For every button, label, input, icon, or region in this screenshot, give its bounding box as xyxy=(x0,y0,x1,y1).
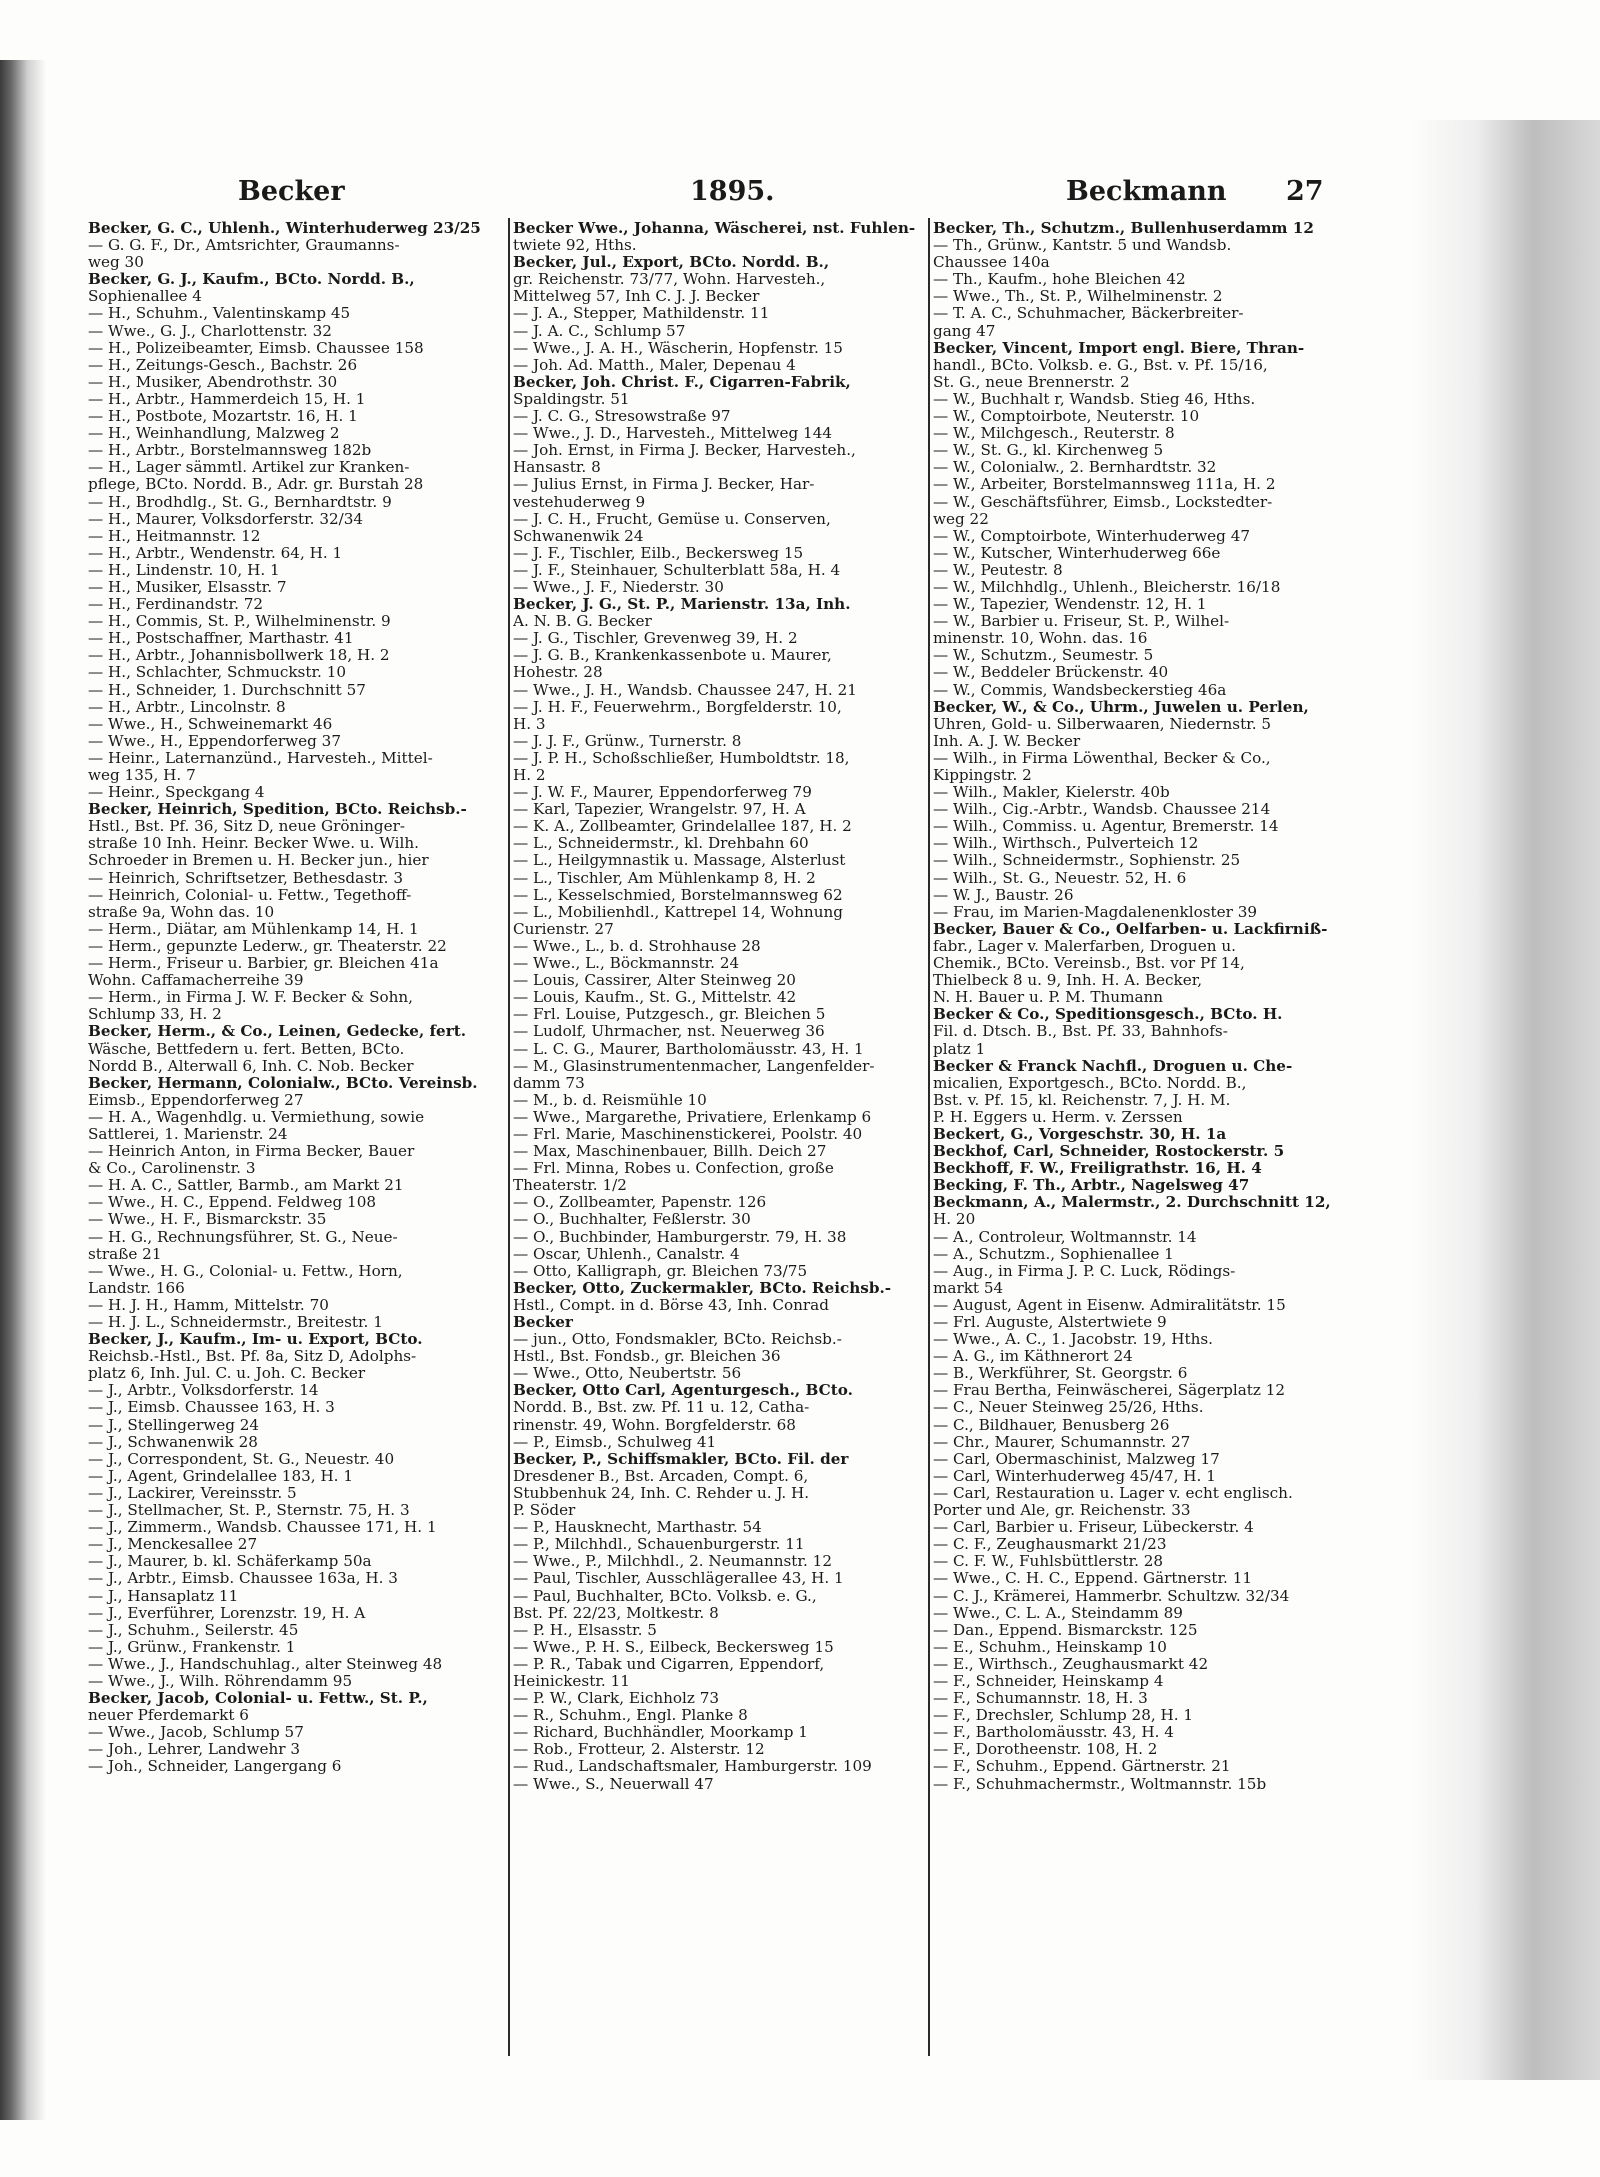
directory-line: — Rud., Landschaftsmaler, Hamburgerstr. 109 xyxy=(513,1758,872,1776)
directory-line: — Ludolf, Uhrmacher, nst. Neuerweg 36 xyxy=(513,1023,825,1041)
directory-line: — H., Schneider, 1. Durchschnitt 57 xyxy=(88,681,366,699)
directory-line: — W., Colonialw., 2. Bernhardtstr. 32 xyxy=(933,459,1217,477)
directory-line: platz 1 xyxy=(933,1040,986,1058)
directory-line: — Aug., in Firma J. P. C. Luck, Rödings- xyxy=(933,1262,1236,1280)
directory-line: neuer Pferdemarkt 6 xyxy=(88,1707,249,1725)
directory-line: — F., Schuhmachermstr., Woltmannstr. 15b xyxy=(933,1775,1267,1793)
directory-line: Curienstr. 27 xyxy=(513,920,614,938)
directory-line: Nordd B., Alterwall 6, Inh. C. Nob. Becker xyxy=(88,1057,414,1075)
directory-line: — Wwe., J. H., Wandsb. Chaussee 247, H. 21 xyxy=(513,681,857,699)
directory-line: micalien, Exportgesch., BCto. Nordd. B., xyxy=(933,1074,1247,1092)
directory-line: — J. F., Tischler, Eilb., Beckersweg 15 xyxy=(513,544,804,562)
directory-line: — Richard, Buchhändler, Moorkamp 1 xyxy=(513,1724,808,1742)
directory-line: — Wwe., H., Schweinemarkt 46 xyxy=(88,715,333,733)
directory-line: — C. F. W., Fuhlsbüttlerstr. 28 xyxy=(933,1553,1164,1571)
directory-line: — Wwe., H. C., Eppend. Feldweg 108 xyxy=(88,1194,377,1212)
directory-line: — M., Glasinstrumentenmacher, Langenfelder- xyxy=(513,1057,875,1075)
directory-line: — Joh., Lehrer, Landwehr 3 xyxy=(88,1741,301,1759)
directory-line: — A., Controleur, Woltmannstr. 14 xyxy=(933,1228,1197,1246)
directory-line: — H., Weinhandlung, Malzweg 2 xyxy=(88,425,340,443)
directory-line: — Wwe., H. F., Bismarckstr. 35 xyxy=(88,1211,327,1229)
directory-line: — J., Schwanenwik 28 xyxy=(88,1433,258,1451)
directory-line: Becker, P., Schiffsmakler, BCto. Fil. der xyxy=(513,1450,849,1468)
directory-line: N. H. Bauer u. P. M. Thumann xyxy=(933,989,1164,1007)
directory-line: — J., Maurer, b. kl. Schäferkamp 50a xyxy=(88,1553,372,1571)
directory-line: — J. C. G., Stresowstraße 97 xyxy=(513,408,731,426)
directory-line: Landstr. 166 xyxy=(88,1279,185,1297)
directory-line: Heinickestr. 11 xyxy=(513,1672,630,1690)
directory-line: — Wwe., J. A. H., Wäscherin, Hopfenstr. 15 xyxy=(513,339,843,357)
header-left-keyword: Becker xyxy=(238,176,345,207)
directory-line: — Heinrich Anton, in Firma Becker, Bauer xyxy=(88,1143,415,1161)
directory-line: A. N. B. G. Becker xyxy=(513,613,652,631)
directory-line: Chemik., BCto. Vereinsb., Bst. vor Pf 14, xyxy=(933,955,1245,973)
directory-line: — Wwe., Otto, Neubertstr. 56 xyxy=(513,1365,742,1383)
directory-line: weg 135, H. 7 xyxy=(88,767,196,784)
directory-line: — Wilh., Commiss. u. Agentur, Bremerstr. 14 xyxy=(933,818,1279,836)
directory-line: — L., Kesselschmied, Borstelmannsweg 62 xyxy=(513,886,843,904)
directory-line: — Carl, Barbier u. Friseur, Lübeckerstr. 4 xyxy=(933,1519,1254,1537)
column-1 xyxy=(88,220,508,1776)
page-number: 27 xyxy=(1286,176,1324,207)
directory-line: — L., Mobilienhdl., Kattrepel 14, Wohnung xyxy=(513,903,843,921)
directory-line: Chaussee 140a xyxy=(933,254,1050,272)
directory-line: — Wwe., H., Eppendorferweg 37 xyxy=(88,732,341,750)
directory-line: — Julius Ernst, in Firma J. Becker, Har- xyxy=(513,476,815,494)
directory-line: — Wwe., C. L. A., Steindamm 89 xyxy=(933,1604,1183,1622)
directory-line: — H., Lager sämmtl. Artikel zur Kranken- xyxy=(88,459,410,477)
directory-line: — Th., Grünw., Kantstr. 5 und Wandsb. xyxy=(933,237,1232,255)
directory-line: — August, Agent in Eisenw. Admiralitätstr. 15 xyxy=(933,1296,1286,1314)
directory-line: — H., Arbtr., Johannisbollwerk 18, H. 2 xyxy=(88,647,390,665)
directory-line: Becker, Herm., & Co., Leinen, Gedecke, fert. xyxy=(88,1023,467,1041)
header-right-keyword: Beckmann xyxy=(1066,176,1227,207)
directory-line: Becker, Otto, Zuckermakler, BCto. Reichsb.- xyxy=(513,1279,892,1297)
directory-line: — C. J., Krämerei, Hammerbr. Schultzw. 32/34 xyxy=(933,1587,1290,1605)
directory-line: Theaterstr. 1/2 xyxy=(513,1177,627,1195)
directory-line: — Herm., gepunzte Lederw., gr. Theaterstr. 22 xyxy=(88,937,447,955)
directory-line: — W., Comptoirbote, Neuterstr. 10 xyxy=(933,408,1200,426)
directory-line: pflege, BCto. Nordd. B., Adr. gr. Burstah 28 xyxy=(88,476,424,494)
directory-line: Becker, Jul., Export, BCto. Nordd. B., xyxy=(513,254,830,272)
directory-line: — Carl, Winterhuderweg 45/47, H. 1 xyxy=(933,1467,1216,1485)
directory-line: — Wilh., Cig.-Arbtr., Wandsb. Chaussee 214 xyxy=(933,801,1271,819)
directory-line: — H., Maurer, Volksdorferstr. 32/34 xyxy=(88,510,364,528)
binding-shadow xyxy=(0,60,46,2120)
directory-line: markt 54 xyxy=(933,1279,1004,1297)
directory-line: — W., Geschäftsführer, Eimsb., Lockstedter- xyxy=(933,493,1273,511)
directory-line: — Louis, Cassirer, Alter Steinweg 20 xyxy=(513,972,796,990)
directory-line: — Frl. Louise, Putzgesch., gr. Bleichen 5 xyxy=(513,1006,826,1024)
directory-line: — J. P. H., Schoßschließer, Humboldtstr. 18, xyxy=(513,749,850,767)
directory-line: — Wilh., Makler, Kielerstr. 40b xyxy=(933,784,1170,802)
directory-line: — J., Everführer, Lorenzstr. 19, H. A xyxy=(88,1604,366,1622)
directory-line: & Co., Carolinenstr. 3 xyxy=(88,1160,256,1178)
directory-line: Reichsb.-Hstl., Bst. Pf. 8a, Sitz D, Adolphs- xyxy=(88,1348,417,1366)
directory-line: Mittelweg 57, Inh C. J. J. Becker xyxy=(513,288,760,306)
directory-line: — C., Neuer Steinweg 25/26, Hths. xyxy=(933,1399,1204,1417)
directory-line: — Joh. Ernst, in Firma J. Becker, Harvesteh., xyxy=(513,442,856,460)
directory-line: — H. J. L., Schneidermstr., Breitestr. 1 xyxy=(88,1314,383,1331)
directory-line: Porter und Ale, gr. Reichenstr. 33 xyxy=(933,1502,1191,1520)
directory-page xyxy=(88,176,1404,2046)
directory-line: — H., Brodhdlg., St. G., Bernhardtstr. 9 xyxy=(88,493,392,511)
directory-line: Spaldingstr. 51 xyxy=(513,390,630,408)
directory-line: — A. G., im Käthnerort 24 xyxy=(933,1348,1133,1366)
directory-line: — Wwe., J., Wilh. Röhrendamm 95 xyxy=(88,1672,353,1690)
directory-line: gang 47 xyxy=(933,322,996,340)
directory-line: — J., Hansaplatz 11 xyxy=(88,1587,239,1605)
directory-line: — O., Buchhalter, Feßlerstr. 30 xyxy=(513,1211,751,1229)
directory-line: Wohn. Caffamacherreihe 39 xyxy=(88,972,304,990)
directory-line: Becker, G. J., Kaufm., BCto. Nordd. B., xyxy=(88,271,415,289)
directory-line: — W., Barbier u. Friseur, St. P., Wilhel- xyxy=(933,613,1230,631)
directory-line: — J. W. F., Maurer, Eppendorferweg 79 xyxy=(513,784,812,802)
directory-line: Beckert, G., Vorgeschstr. 30, H. 1a xyxy=(933,1125,1227,1143)
directory-line: — H. A., Wagenhdlg. u. Vermiethung, sowie xyxy=(88,1108,425,1126)
directory-line: — F., Schuhm., Eppend. Gärtnerstr. 21 xyxy=(933,1758,1231,1776)
directory-line: — Wwe., P., Milchhdl., 2. Neumannstr. 12 xyxy=(513,1553,832,1571)
directory-line: — J., Eimsb. Chaussee 163, H. 3 xyxy=(88,1399,335,1417)
directory-line: — J., Agent, Grindelallee 183, H. 1 xyxy=(88,1467,354,1485)
directory-line: — J., Schuhm., Seilerstr. 45 xyxy=(88,1621,299,1639)
directory-line: — Wwe., L., Böckmannstr. 24 xyxy=(513,955,740,973)
directory-line: — W. J., Baustr. 26 xyxy=(933,886,1074,904)
directory-line: — W., Milchhdlg., Uhlenh., Bleicherstr. 16/18 xyxy=(933,578,1281,596)
directory-line: — P., Milchhdl., Schauenburgerstr. 11 xyxy=(513,1536,805,1554)
directory-line: — W., Kutscher, Winterhuderweg 66e xyxy=(933,544,1221,562)
running-header xyxy=(88,176,1404,216)
directory-line: Becker xyxy=(513,1314,573,1331)
directory-line: — H., Polizeibeamter, Eimsb. Chaussee 158 xyxy=(88,339,424,357)
directory-line: — W., Commis, Wandsbeckerstieg 46a xyxy=(933,681,1227,699)
directory-line: vestehuderweg 9 xyxy=(513,493,646,511)
directory-line: — W., Beddeler Brückenstr. 40 xyxy=(933,664,1169,682)
directory-line: — J. A., Stepper, Mathildenstr. 11 xyxy=(513,305,770,323)
directory-line: — H., Lindenstr. 10, H. 1 xyxy=(88,561,280,579)
directory-line: — W., Arbeiter, Borstelmannsweg 111a, H. 2 xyxy=(933,476,1276,494)
directory-line: Sattlerei, 1. Marienstr. 24 xyxy=(88,1125,288,1143)
directory-line: — Wwe., G. J., Charlottenstr. 32 xyxy=(88,322,332,340)
directory-line: — F., Drechsler, Schlump 28, H. 1 xyxy=(933,1707,1194,1725)
directory-line: — H., Musiker, Abendrothstr. 30 xyxy=(88,373,338,391)
directory-line: — F., Dorotheenstr. 108, H. 2 xyxy=(933,1741,1158,1759)
directory-line: Schlump 33, H. 2 xyxy=(88,1006,222,1024)
directory-line: — Wwe., P. H. S., Eilbeck, Beckersweg 15 xyxy=(513,1638,834,1656)
directory-line: — J., Arbtr., Volksdorferstr. 14 xyxy=(88,1382,319,1400)
directory-line: — P., Hausknecht, Marthastr. 54 xyxy=(513,1519,762,1537)
directory-line: — M., b. d. Reismühle 10 xyxy=(513,1091,707,1109)
directory-line: Becker, Bauer & Co., Oelfarben- u. Lackfirniß- xyxy=(933,920,1328,938)
directory-line: — E., Wirthsch., Zeughausmarkt 42 xyxy=(933,1655,1209,1673)
directory-line: — J. J. F., Grünw., Turnerstr. 8 xyxy=(513,732,742,750)
directory-line: — G. G. F., Dr., Amtsrichter, Graumanns- xyxy=(88,237,400,255)
directory-line: Becking, F. Th., Arbtr., Nagelsweg 47 xyxy=(933,1177,1250,1195)
directory-line: — W., Comptoirbote, Winterhuderweg 47 xyxy=(933,527,1251,545)
directory-line: Becker, W., & Co., Uhrm., Juwelen u. Perlen, xyxy=(933,698,1309,716)
directory-line: Hstl., Compt. in d. Börse 43, Inh. Conrad xyxy=(513,1296,829,1314)
directory-line: P. Söder xyxy=(513,1502,576,1520)
directory-line: — Otto, Kalligraph, gr. Bleichen 73/75 xyxy=(513,1262,808,1280)
directory-line: straße 9a, Wohn das. 10 xyxy=(88,903,275,921)
directory-line: Becker, J., Kaufm., Im- u. Export, BCto. xyxy=(88,1331,423,1349)
directory-line: — Paul, Tischler, Ausschlägerallee 43, H. 1 xyxy=(513,1570,844,1588)
page-edge xyxy=(1410,120,1600,2080)
directory-line: — L., Schneidermstr., kl. Drehbahn 60 xyxy=(513,835,809,853)
directory-line: — H., Arbtr., Hammerdeich 15, H. 1 xyxy=(88,390,366,408)
directory-line: — Dan., Eppend. Bismarckstr. 125 xyxy=(933,1621,1198,1639)
directory-line: Becker & Co., Speditionsgesch., BCto. H. xyxy=(933,1006,1283,1024)
directory-line: — T. A. C., Schuhmacher, Bäckerbreiter- xyxy=(933,305,1244,323)
directory-line: Becker, Hermann, Colonialw., BCto. Vereinsb. xyxy=(88,1074,478,1092)
directory-line: St. G., neue Brennerstr. 2 xyxy=(933,373,1130,391)
directory-line: — J., Stellingerweg 24 xyxy=(88,1416,260,1434)
directory-line: — Wwe., Th., St. P., Wilhelminenstr. 2 xyxy=(933,288,1223,306)
directory-line: Sophienallee 4 xyxy=(88,288,202,306)
directory-line: Eimsb., Eppendorferweg 27 xyxy=(88,1091,304,1109)
directory-line: — H., Heitmannstr. 12 xyxy=(88,527,261,545)
directory-line: Fil. d. Dtsch. B., Bst. Pf. 33, Bahnhofs- xyxy=(933,1023,1228,1041)
column-rule xyxy=(508,218,510,2056)
directory-line: — Rob., Frotteur, 2. Alsterstr. 12 xyxy=(513,1741,765,1759)
directory-line: Becker, Joh. Christ. F., Cigarren-Fabrik, xyxy=(513,373,851,391)
directory-line: — H., Arbtr., Lincolnstr. 8 xyxy=(88,698,286,716)
directory-line: — Wwe., J. D., Harvesteh., Mittelweg 144 xyxy=(513,425,833,443)
directory-line: — Wwe., A. C., 1. Jacobstr. 19, Hths. xyxy=(933,1331,1213,1349)
directory-line: — Th., Kaufm., hohe Bleichen 42 xyxy=(933,271,1186,289)
directory-line: — W., Milchgesch., Reuterstr. 8 xyxy=(933,425,1175,443)
directory-line: — P. R., Tabak und Cigarren, Eppendorf, xyxy=(513,1655,825,1673)
directory-line: — Frl. Marie, Maschinenstickerei, Poolstr. 40 xyxy=(513,1125,863,1143)
directory-line: — Carl, Restauration u. Lager v. echt englisch. xyxy=(933,1484,1293,1502)
directory-line: — H. J. H., Hamm, Mittelstr. 70 xyxy=(88,1296,329,1314)
directory-line: — Herm., Diätar, am Mühlenkamp 14, H. 1 xyxy=(88,920,419,938)
directory-line: — Wilh., Schneidermstr., Sophienstr. 25 xyxy=(933,852,1241,870)
directory-line: — J. G. B., Krankenkassenbote u. Maurer, xyxy=(513,647,832,665)
directory-line: — Herm., in Firma J. W. F. Becker & Sohn, xyxy=(88,989,414,1007)
directory-line: Schwanenwik 24 xyxy=(513,527,644,545)
directory-line: — W., St. G., kl. Kirchenweg 5 xyxy=(933,442,1164,460)
directory-line: — jun., Otto, Fondsmakler, BCto. Reichsb.- xyxy=(513,1331,842,1349)
directory-line: — J., Arbtr., Eimsb. Chaussee 163a, H. 3 xyxy=(88,1570,398,1588)
directory-line: — J. C. H., Frucht, Gemüse u. Conserven, xyxy=(513,510,831,528)
directory-line: straße 10 Inh. Heinr. Becker Wwe. u. Wilh. xyxy=(88,835,419,853)
directory-line: — Wwe., S., Neuerwall 47 xyxy=(513,1775,714,1793)
directory-line: — P., Eimsb., Schulweg 41 xyxy=(513,1433,717,1451)
directory-line: weg 30 xyxy=(88,254,144,272)
directory-line: — Wwe., H. G., Colonial- u. Fettw., Horn, xyxy=(88,1262,403,1280)
directory-line: — Heinr., Laternanzünd., Harvesteh., Mittel- xyxy=(88,749,433,767)
directory-line: — F., Schneider, Heinskamp 4 xyxy=(933,1672,1164,1690)
directory-line: — Joh., Schneider, Langergang 6 xyxy=(88,1758,342,1776)
directory-line: H. 2 xyxy=(513,767,546,784)
column-2 xyxy=(513,220,933,1793)
directory-line: — Frl. Auguste, Alstertwiete 9 xyxy=(933,1314,1167,1331)
column-3 xyxy=(933,220,1353,1793)
directory-line: — J., Stellmacher, St. P., Sternstr. 75, H. 3 xyxy=(88,1502,410,1520)
directory-line: — O., Buchbinder, Hamburgerstr. 79, H. 38 xyxy=(513,1228,847,1246)
directory-line: Becker, Th., Schutzm., Bullenhuserdamm 12 xyxy=(933,220,1314,237)
directory-line: — J., Zimmerm., Wandsb. Chaussee 171, H. 1 xyxy=(88,1519,437,1537)
directory-line: — F., Schumannstr. 18, H. 3 xyxy=(933,1690,1148,1708)
directory-line: — Wwe., Jacob, Schlump 57 xyxy=(88,1724,304,1742)
directory-line: — Max, Maschinenbauer, Billh. Deich 27 xyxy=(513,1143,827,1161)
directory-line: — W., Schutzm., Seumestr. 5 xyxy=(933,647,1154,665)
directory-line: — Heinr., Speckgang 4 xyxy=(88,784,265,802)
directory-line: — H., Schlachter, Schmuckstr. 10 xyxy=(88,664,347,682)
directory-line: Wäsche, Bettfedern u. fert. Betten, BCto. xyxy=(88,1040,405,1058)
directory-line: — J. H. F., Feuerwehrm., Borgfelderstr. 10, xyxy=(513,698,842,716)
directory-line: — Wwe., J. F., Niederstr. 30 xyxy=(513,578,724,596)
directory-line: — C., Bildhauer, Benusberg 26 xyxy=(933,1416,1170,1434)
directory-line: Becker, Heinrich, Spedition, BCto. Reichsb.- xyxy=(88,801,467,819)
directory-line: twiete 92, Hths. xyxy=(513,237,637,255)
directory-line: — Paul, Buchhalter, BCto. Volksb. e. G., xyxy=(513,1587,817,1605)
directory-line: straße 21 xyxy=(88,1245,162,1263)
directory-line: platz 6, Inh. Jul. C. u. Joh. C. Becker xyxy=(88,1365,366,1383)
directory-line: fabr., Lager v. Malerfarben, Droguen u. xyxy=(933,937,1236,955)
directory-line: — Wwe., C. H. C., Eppend. Gärtnerstr. 11 xyxy=(933,1570,1253,1588)
directory-line: — B., Werkführer, St. Georgstr. 6 xyxy=(933,1365,1188,1383)
directory-line: Hstl., Bst. Fondsb., gr. Bleichen 36 xyxy=(513,1348,781,1366)
directory-line: — Chr., Maurer, Schumannstr. 27 xyxy=(933,1433,1191,1451)
directory-line: — J. F., Steinhauer, Schulterblatt 58a, H. 4 xyxy=(513,561,841,579)
directory-line: — J., Lackirer, Vereinsstr. 5 xyxy=(88,1484,297,1502)
directory-line: damm 73 xyxy=(513,1074,585,1092)
directory-line: — O., Zollbeamter, Papenstr. 126 xyxy=(513,1194,767,1212)
directory-line: Hansastr. 8 xyxy=(513,459,601,477)
directory-line: — Joh. Ad. Matth., Maler, Depenau 4 xyxy=(513,356,796,374)
directory-line: Thielbeck 8 u. 9, Inh. H. A. Becker, xyxy=(933,972,1203,990)
directory-line: Dresdener B., Bst. Arcaden, Compt. 6, xyxy=(513,1467,809,1485)
directory-line: — H., Commis, St. P., Wilhelminenstr. 9 xyxy=(88,613,391,631)
directory-line: Beckmann, A., Malermstr., 2. Durchschnitt 12, xyxy=(933,1194,1331,1212)
directory-line: — J. A. C., Schlump 57 xyxy=(513,322,686,340)
directory-line: — H., Postbote, Mozartstr. 16, H. 1 xyxy=(88,408,358,426)
directory-line: — H., Musiker, Elsasstr. 7 xyxy=(88,578,287,596)
directory-line: Stubbenhuk 24, Inh. C. Rehder u. J. H. xyxy=(513,1484,810,1502)
directory-line: Uhren, Gold- u. Silberwaaren, Niedernstr. 5 xyxy=(933,715,1272,733)
directory-line: — W., Peutestr. 8 xyxy=(933,561,1063,579)
directory-line: — Wwe., J., Handschuhlag., alter Steinweg 48 xyxy=(88,1655,443,1673)
directory-line: Beckhof, Carl, Schneider, Rostockerstr. 5 xyxy=(933,1143,1285,1161)
directory-line: — Frau, im Marien-Magdalenenkloster 39 xyxy=(933,903,1258,921)
directory-line: — Louis, Kaufm., St. G., Mittelstr. 42 xyxy=(513,989,797,1007)
directory-line: — Wwe., Margarethe, Privatiere, Erlenkamp 6 xyxy=(513,1108,872,1126)
directory-line: H. 20 xyxy=(933,1211,976,1229)
directory-line: — L. C. G., Maurer, Bartholomäusstr. 43, H. 1 xyxy=(513,1040,864,1058)
directory-line: P. H. Eggers u. Herm. v. Zerssen xyxy=(933,1108,1183,1126)
directory-line: — E., Schuhm., Heinskamp 10 xyxy=(933,1638,1167,1656)
directory-line: — L., Tischler, Am Mühlenkamp 8, H. 2 xyxy=(513,869,816,887)
directory-line: Kippingstr. 2 xyxy=(933,767,1032,784)
directory-line: Becker & Franck Nachfl., Droguen u. Che- xyxy=(933,1057,1293,1075)
directory-line: Becker, J. G., St. P., Marienstr. 13a, Inh. xyxy=(513,596,851,614)
directory-line: H. 3 xyxy=(513,715,546,733)
directory-line: — P. W., Clark, Eichholz 73 xyxy=(513,1690,720,1708)
directory-line: — H., Arbtr., Borstelmannsweg 182b xyxy=(88,442,372,460)
directory-line: — H. G., Rechnungsführer, St. G., Neue- xyxy=(88,1228,398,1246)
directory-line: — J., Correspondent, St. G., Neuestr. 40 xyxy=(88,1450,395,1468)
directory-line: — F., Bartholomäusstr. 43, H. 4 xyxy=(933,1724,1174,1742)
directory-line: — P. H., Elsasstr. 5 xyxy=(513,1621,657,1639)
directory-line: Hohestr. 28 xyxy=(513,664,603,682)
directory-line: — Wilh., in Firma Löwenthal, Becker & Co., xyxy=(933,749,1271,767)
directory-line: Bst. Pf. 22/23, Moltkestr. 8 xyxy=(513,1604,719,1622)
directory-line: — Wilh., St. G., Neuestr. 52, H. 6 xyxy=(933,869,1187,887)
directory-line: — H. A. C., Sattler, Barmb., am Markt 21 xyxy=(88,1177,404,1195)
directory-line: — W., Buchhalt r, Wandsb. Stieg 46, Hths. xyxy=(933,390,1256,408)
directory-line: Inh. A. J. W. Becker xyxy=(933,732,1081,750)
directory-line: — K. A., Zollbeamter, Grindelallee 187, H. 2 xyxy=(513,818,852,836)
directory-line: — Heinrich, Colonial- u. Fettw., Tegethoff- xyxy=(88,886,412,904)
directory-line: — H., Arbtr., Wendenstr. 64, H. 1 xyxy=(88,544,343,562)
directory-line: — Frau Bertha, Feinwäscherei, Sägerplatz 12 xyxy=(933,1382,1286,1400)
directory-line: — H., Postschaffner, Marthastr. 41 xyxy=(88,630,354,648)
directory-line: — Herm., Friseur u. Barbier, gr. Bleichen 41a xyxy=(88,955,439,973)
directory-line: handl., BCto. Volksb. e. G., Bst. v. Pf. 15/16, xyxy=(933,356,1268,374)
directory-line: Schroeder in Bremen u. H. Becker jun., hier xyxy=(88,852,429,870)
directory-line: Becker, Vincent, Import engl. Biere, Thran- xyxy=(933,339,1305,357)
directory-line: — H., Schuhm., Valentinskamp 45 xyxy=(88,305,351,323)
directory-line: Beckhoff, F. W., Freiligrathstr. 16, H. 4 xyxy=(933,1160,1262,1178)
directory-line: Nordd. B., Bst. zw. Pf. 11 u. 12, Catha- xyxy=(513,1399,810,1417)
directory-line: — Frl. Minna, Robes u. Confection, große xyxy=(513,1160,834,1178)
directory-line: — Heinrich, Schriftsetzer, Bethesdastr. 3 xyxy=(88,869,403,887)
directory-line: — C. F., Zeughausmarkt 21/23 xyxy=(933,1536,1167,1554)
directory-line: — Wilh., Wirthsch., Pulverteich 12 xyxy=(933,835,1199,853)
directory-line: — L., Heilgymnastik u. Massage, Alsterlust xyxy=(513,852,846,870)
directory-line: — J., Grünw., Frankenstr. 1 xyxy=(88,1638,296,1656)
directory-line: — J. G., Tischler, Grevenweg 39, H. 2 xyxy=(513,630,798,648)
directory-line: — A., Schutzm., Sophienallee 1 xyxy=(933,1245,1174,1263)
directory-line: — H., Zeitungs-Gesch., Bachstr. 26 xyxy=(88,356,358,374)
directory-line: — Oscar, Uhlenh., Canalstr. 4 xyxy=(513,1245,740,1263)
directory-line: — W., Tapezier, Wendenstr. 12, H. 1 xyxy=(933,596,1207,614)
directory-line: Becker Wwe., Johanna, Wäscherei, nst. Fuhlen- xyxy=(513,220,916,237)
directory-line: — Carl, Obermaschinist, Malzweg 17 xyxy=(933,1450,1220,1468)
directory-line: minenstr. 10, Wohn. das. 16 xyxy=(933,630,1148,648)
directory-line: gr. Reichenstr. 73/77, Wohn. Harvesteh., xyxy=(513,271,826,289)
directory-line: — Wwe., L., b. d. Strohhause 28 xyxy=(513,937,761,955)
directory-line: rinenstr. 49, Wohn. Borgfelderstr. 68 xyxy=(513,1416,796,1434)
directory-line: — Karl, Tapezier, Wrangelstr. 97, H. A xyxy=(513,801,806,819)
header-year: 1895. xyxy=(690,176,775,207)
directory-line: weg 22 xyxy=(933,510,989,528)
directory-line: Becker, G. C., Uhlenh., Winterhuderweg 23/25 xyxy=(88,220,481,237)
directory-line: Hstl., Bst. Pf. 36, Sitz D, neue Gröninger- xyxy=(88,818,406,836)
column-rule xyxy=(928,218,930,2056)
directory-line: Bst. v. Pf. 15, kl. Reichenstr. 7, J. H. M. xyxy=(933,1091,1231,1109)
directory-line: — J., Menckesallee 27 xyxy=(88,1536,258,1554)
directory-line: Becker, Otto Carl, Agenturgesch., BCto. xyxy=(513,1382,853,1400)
directory-line: Becker, Jacob, Colonial- u. Fettw., St. P., xyxy=(88,1690,428,1708)
directory-line: — R., Schuhm., Engl. Planke 8 xyxy=(513,1707,748,1725)
directory-line: — H., Ferdinandstr. 72 xyxy=(88,596,264,614)
